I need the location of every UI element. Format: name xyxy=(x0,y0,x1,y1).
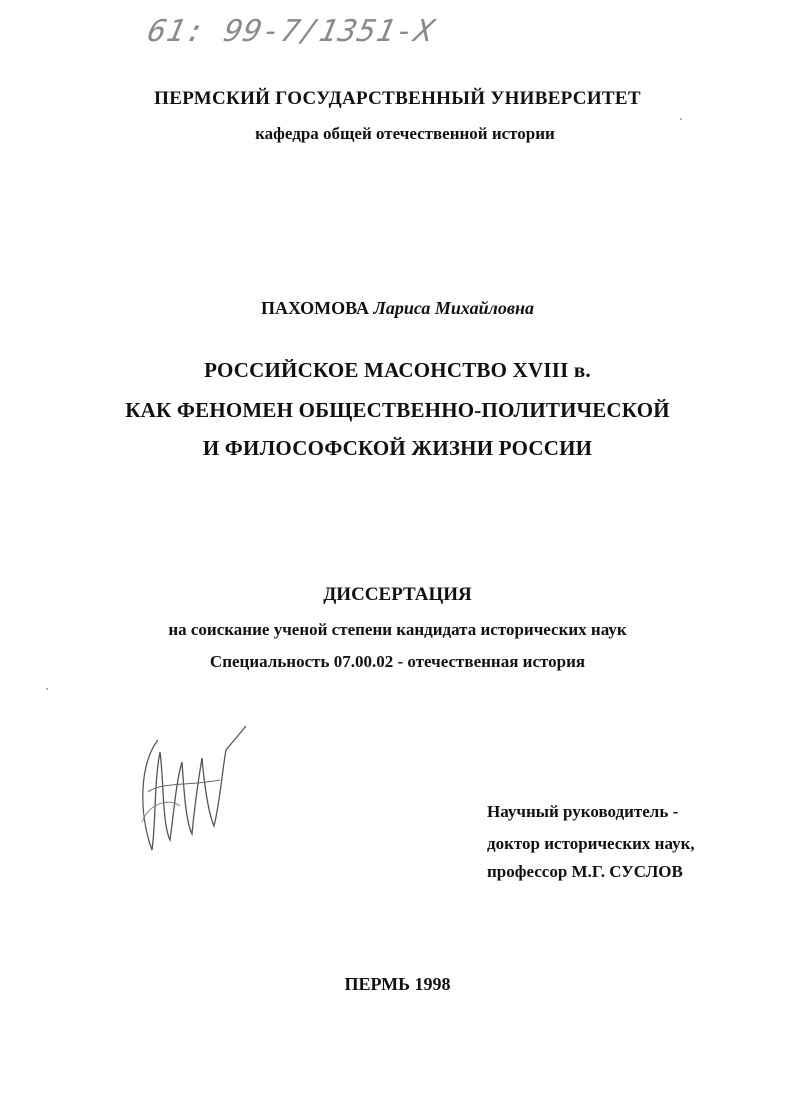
advisor-role: Научный руководитель - xyxy=(487,802,679,821)
title-line-3: И ФИЛОСОФСКОЙ ЖИЗНИ РОССИИ xyxy=(202,436,593,460)
advisor-degree: доктор исторических наук, xyxy=(487,834,695,853)
department-name: кафедра общей отечественной истории xyxy=(255,124,555,143)
author-signature xyxy=(130,722,250,862)
city-year: ПЕРМЬ 1998 xyxy=(344,974,451,994)
specialty-line: Специальность 07.00.02 - отечественная история xyxy=(209,652,586,671)
title-line-2: КАК ФЕНОМЕН ОБЩЕСТВЕННО-ПОЛИТИЧЕСКОЙ xyxy=(125,398,670,422)
author-surname: ПАХОМОВА xyxy=(261,298,369,318)
handwritten-archive-code: 61: 99-7/1351-X xyxy=(144,14,438,49)
author-name xyxy=(0,298,795,319)
dissertation-label: ДИССЕРТАЦИЯ xyxy=(323,584,472,605)
title-line-1: РОССИЙСКОЕ МАСОНСТВО XVIII в. xyxy=(204,358,591,382)
advisor-name: профессор М.Г. СУСЛОВ xyxy=(487,862,683,881)
university-name: ПЕРМСКИЙ ГОСУДАРСТВЕННЫЙ УНИВЕРСИТЕТ xyxy=(154,88,641,109)
scan-speck xyxy=(680,118,682,120)
author-given-names: Лариса Михайловна xyxy=(373,298,534,318)
scan-speck xyxy=(46,688,48,690)
degree-purpose: на соискание ученой степени кандидата исторических наук xyxy=(168,620,627,639)
